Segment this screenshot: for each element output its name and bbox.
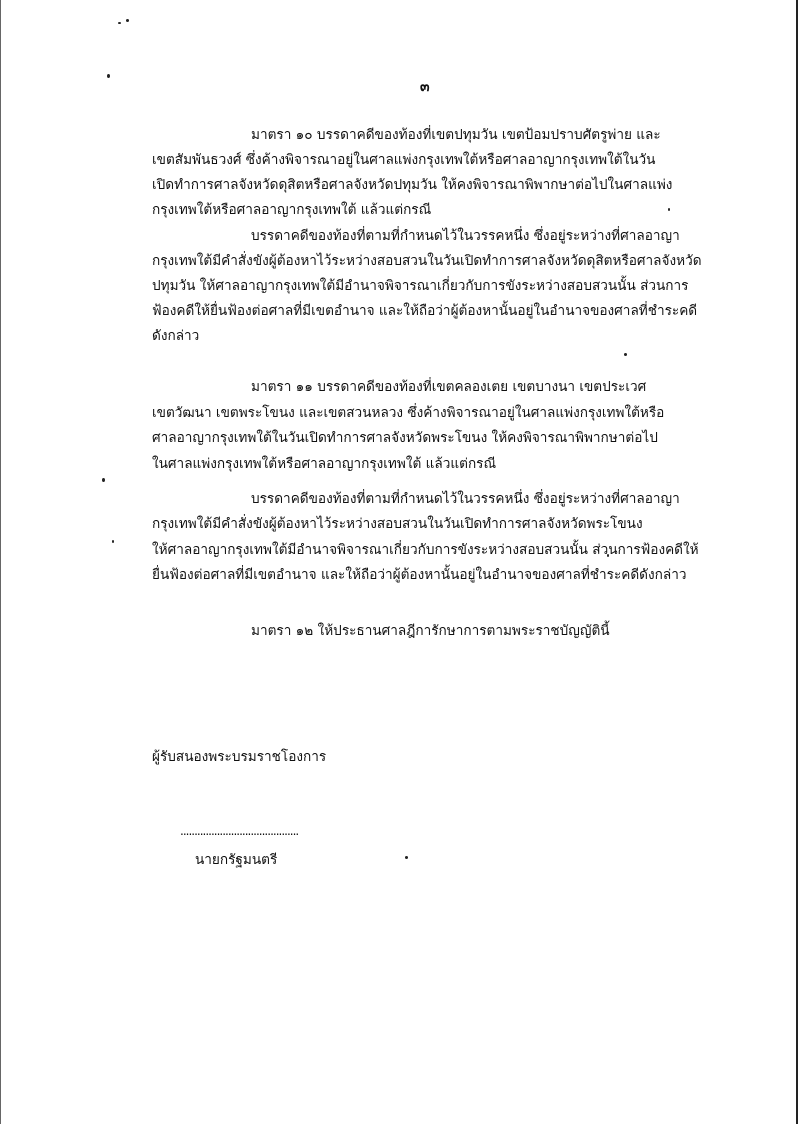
scan-edge-right [796,0,798,1124]
scan-speck [107,74,110,78]
scan-speck [102,478,105,482]
section-10-para2-line: ดังกล่าว [152,328,200,344]
signature-line: .......................................... [180,824,299,838]
section-11-para2-line: กรุงเทพใต้มีคำสั่งขังผู้ต้องหาไว้ระหว่างสอบสวนในวันเปิดทำการศาลจังหวัดพระโขนง [152,516,643,532]
scan-speck [405,856,408,859]
scan-speck [668,208,670,211]
section-11-line: ศาลอาญากรุงเทพใต้ในวันเปิดทำการศาลจังหวัดพระโขนง ให้คงพิจารณาพิพากษาต่อไป [152,430,658,446]
section-11-para2-line: บรรดาคดีของท้องที่ตามที่กำหนดไว้ในวรรคหนึ่ง ซึ่งอยู่ระหว่างที่ศาลอาญา [251,491,680,507]
section-11-para2-line: ยื่นฟ้องต่อศาลที่มีเขตอำนาจ และให้ถือว่าผู้ต้องหานั้นอยู่ในอำนาจของศาลที่ชำระคดีดังกล่าว [152,567,687,583]
section-10-para2-line: กรุงเทพใต้มีคำสั่งขังผู้ต้องหาไว้ระหว่างสอบสวนในวันเปิดทำการศาลจังหวัดดุสิตหรือศาลจังหวัด [152,253,702,269]
signer-title: นายกรัฐมนตรี [195,852,278,868]
scan-speck [126,19,129,22]
section-10-para2-line: ฟ้องคดีให้ยื่นฟ้องต่อศาลที่มีเขตอำนาจ และให้ถือว่าผู้ต้องหานั้นอยู่ในอำนาจของศาลที่ชำระคดี [152,303,698,319]
scan-speck [112,540,114,543]
section-10-line: เขตสัมพันธวงศ์ ซึ่งค้างพิจารณาอยู่ในศาลแพ่งกรุงเทพใต้หรือศาลอาญากรุงเทพใต้ในวัน [152,152,656,168]
section-10-line: กรุงเทพใต้หรือศาลอาญากรุงเทพใต้ แล้วแต่กรณี [152,202,432,218]
section-11-line: เขตวัฒนา เขตพระโขนง และเขตสวนหลวง ซึ่งค้างพิจารณาอยู่ในศาลแพ่งกรุงเทพใต้หรือ [152,405,665,421]
scan-edge-left [0,0,1,1124]
section-11-line: ในศาลแพ่งกรุงเทพใต้หรือศาลอาญากรุงเทพใต้ แล้วแต่กรณี [152,456,497,472]
page-number: ๓ [420,79,430,95]
section-10-line: เปิดทำการศาลจังหวัดดุสิตหรือศาลจังหวัดปทุมวัน ให้คงพิจารณาพิพากษาต่อไปในศาลแพ่ง [152,177,673,193]
scan-speck [624,353,627,356]
section-11-line: มาตรา ๑๑ บรรดาคดีของท้องที่เขตคลองเตย เขตบางนา เขตประเวศ [251,379,647,395]
section-11-para2-line: ให้ศาลอาญากรุงเทพใต้มีอำนาจพิจารณาเกี่ยวกับการขังระหว่างสอบสวนนั้น ส่วนการฟ้องคดีให้ [152,542,699,558]
section-12-line: มาตรา ๑๒ ให้ประธานศาลฎีการักษาการตามพระราชบัญญัตินี้ [251,623,610,639]
section-10-para2-line: บรรดาคดีของท้องที่ตามที่กำหนดไว้ในวรรคหนึ่ง ซึ่งอยู่ระหว่างที่ศาลอาญา [251,228,680,244]
section-10-line: มาตรา ๑๐ บรรดาคดีของท้องที่เขตปทุมวัน เขตป้อมปราบศัตรูพ่าย และ [251,127,661,143]
section-10-para2-line: ปทุมวัน ให้ศาลอาญากรุงเทพใต้มีอำนาจพิจารณาเกี่ยวกับการขังระหว่างสอบสวนนั้น ส่วนการ [152,278,689,294]
countersign-label: ผู้รับสนองพระบรมราชโองการ [152,749,327,765]
scan-speck [118,22,121,24]
